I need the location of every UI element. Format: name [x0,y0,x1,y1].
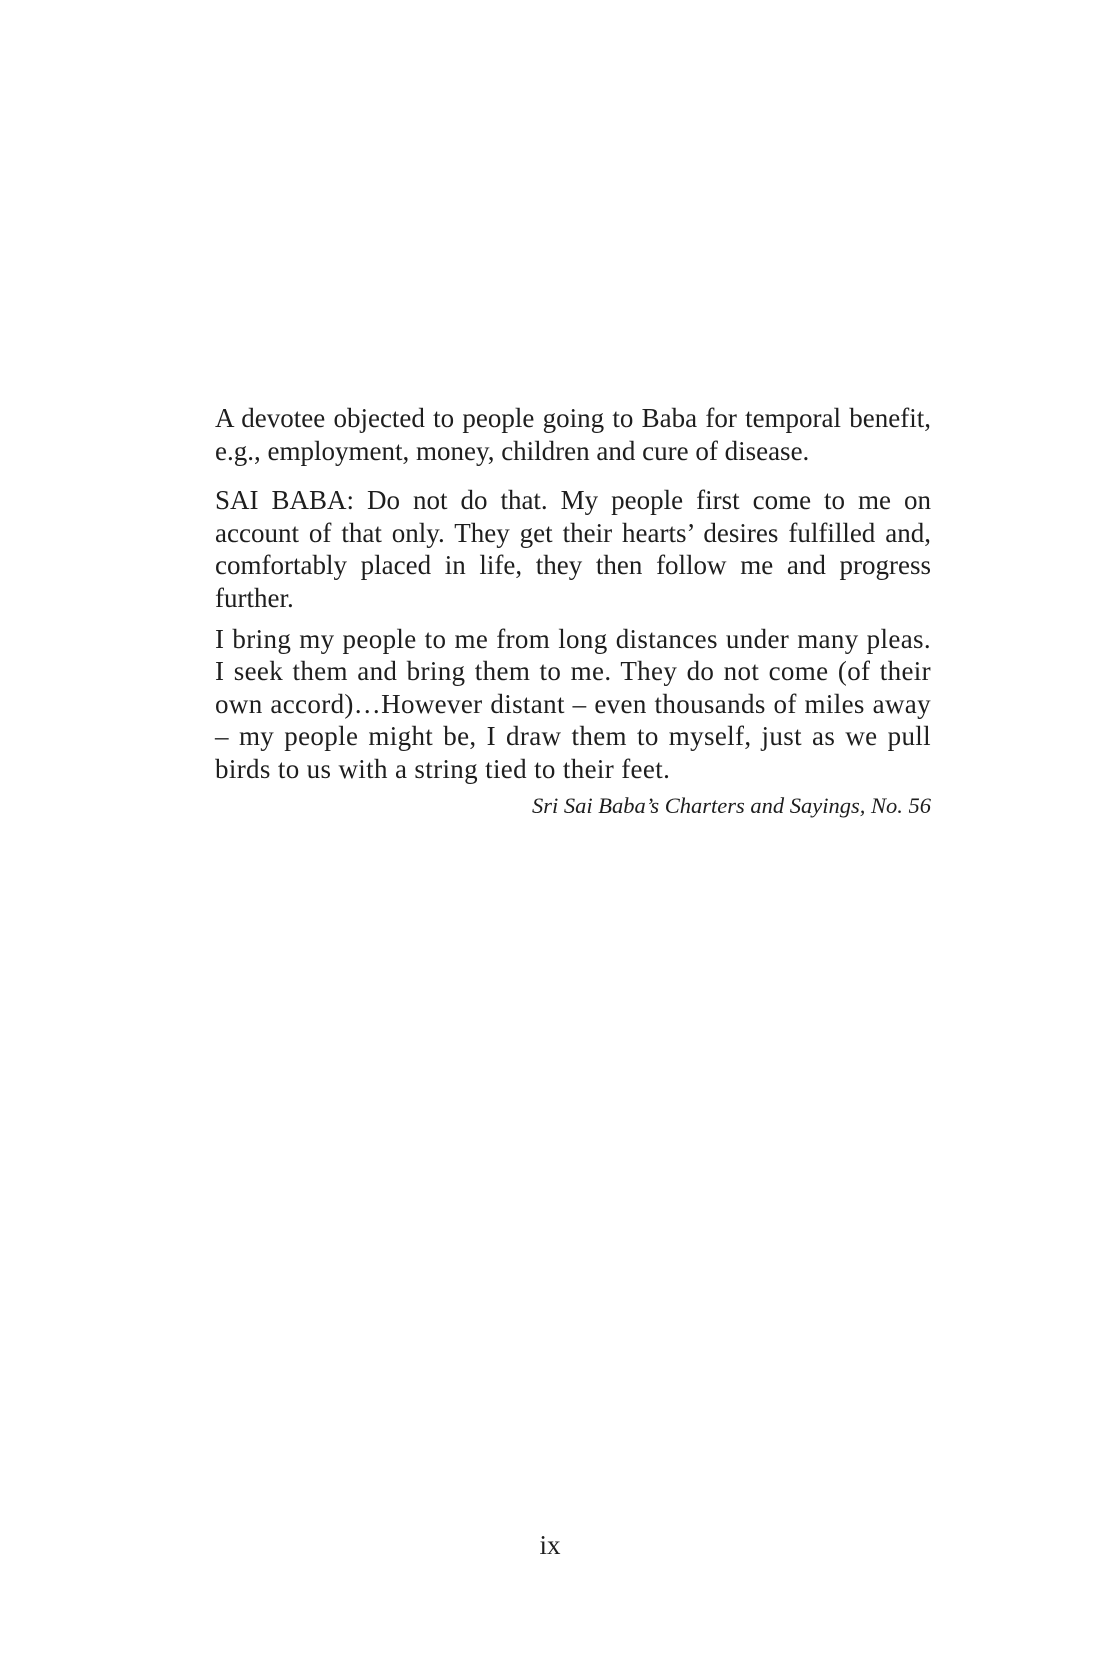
page-number: ix [539,1530,561,1560]
paragraph-devotee-objection: A devotee objected to people going to Baba for temporal benefit, e.g., employment, money, children and cure of disease. [215,403,931,466]
source-citation: Sri Sai Baba’s Charters and Sayings, No. 56 [532,792,931,818]
quote-block [215,402,931,820]
paragraph-bring-my-people: I bring my people to me from long distances under many pleas. I seek them and bring them to me. They do not come (of their own accord)…However distant – even thousands of miles away – my people might be, I draw them to myself, just as we pull birds to us with a string tied to their feet. [215,623,931,784]
paragraph-sai-baba-reply: SAI BABA: Do not do that. My people first come to me on account of that only. They get their hearts’ desires fulfilled and, comfortably placed in life, they then follow me and progress further. [215,485,931,613]
